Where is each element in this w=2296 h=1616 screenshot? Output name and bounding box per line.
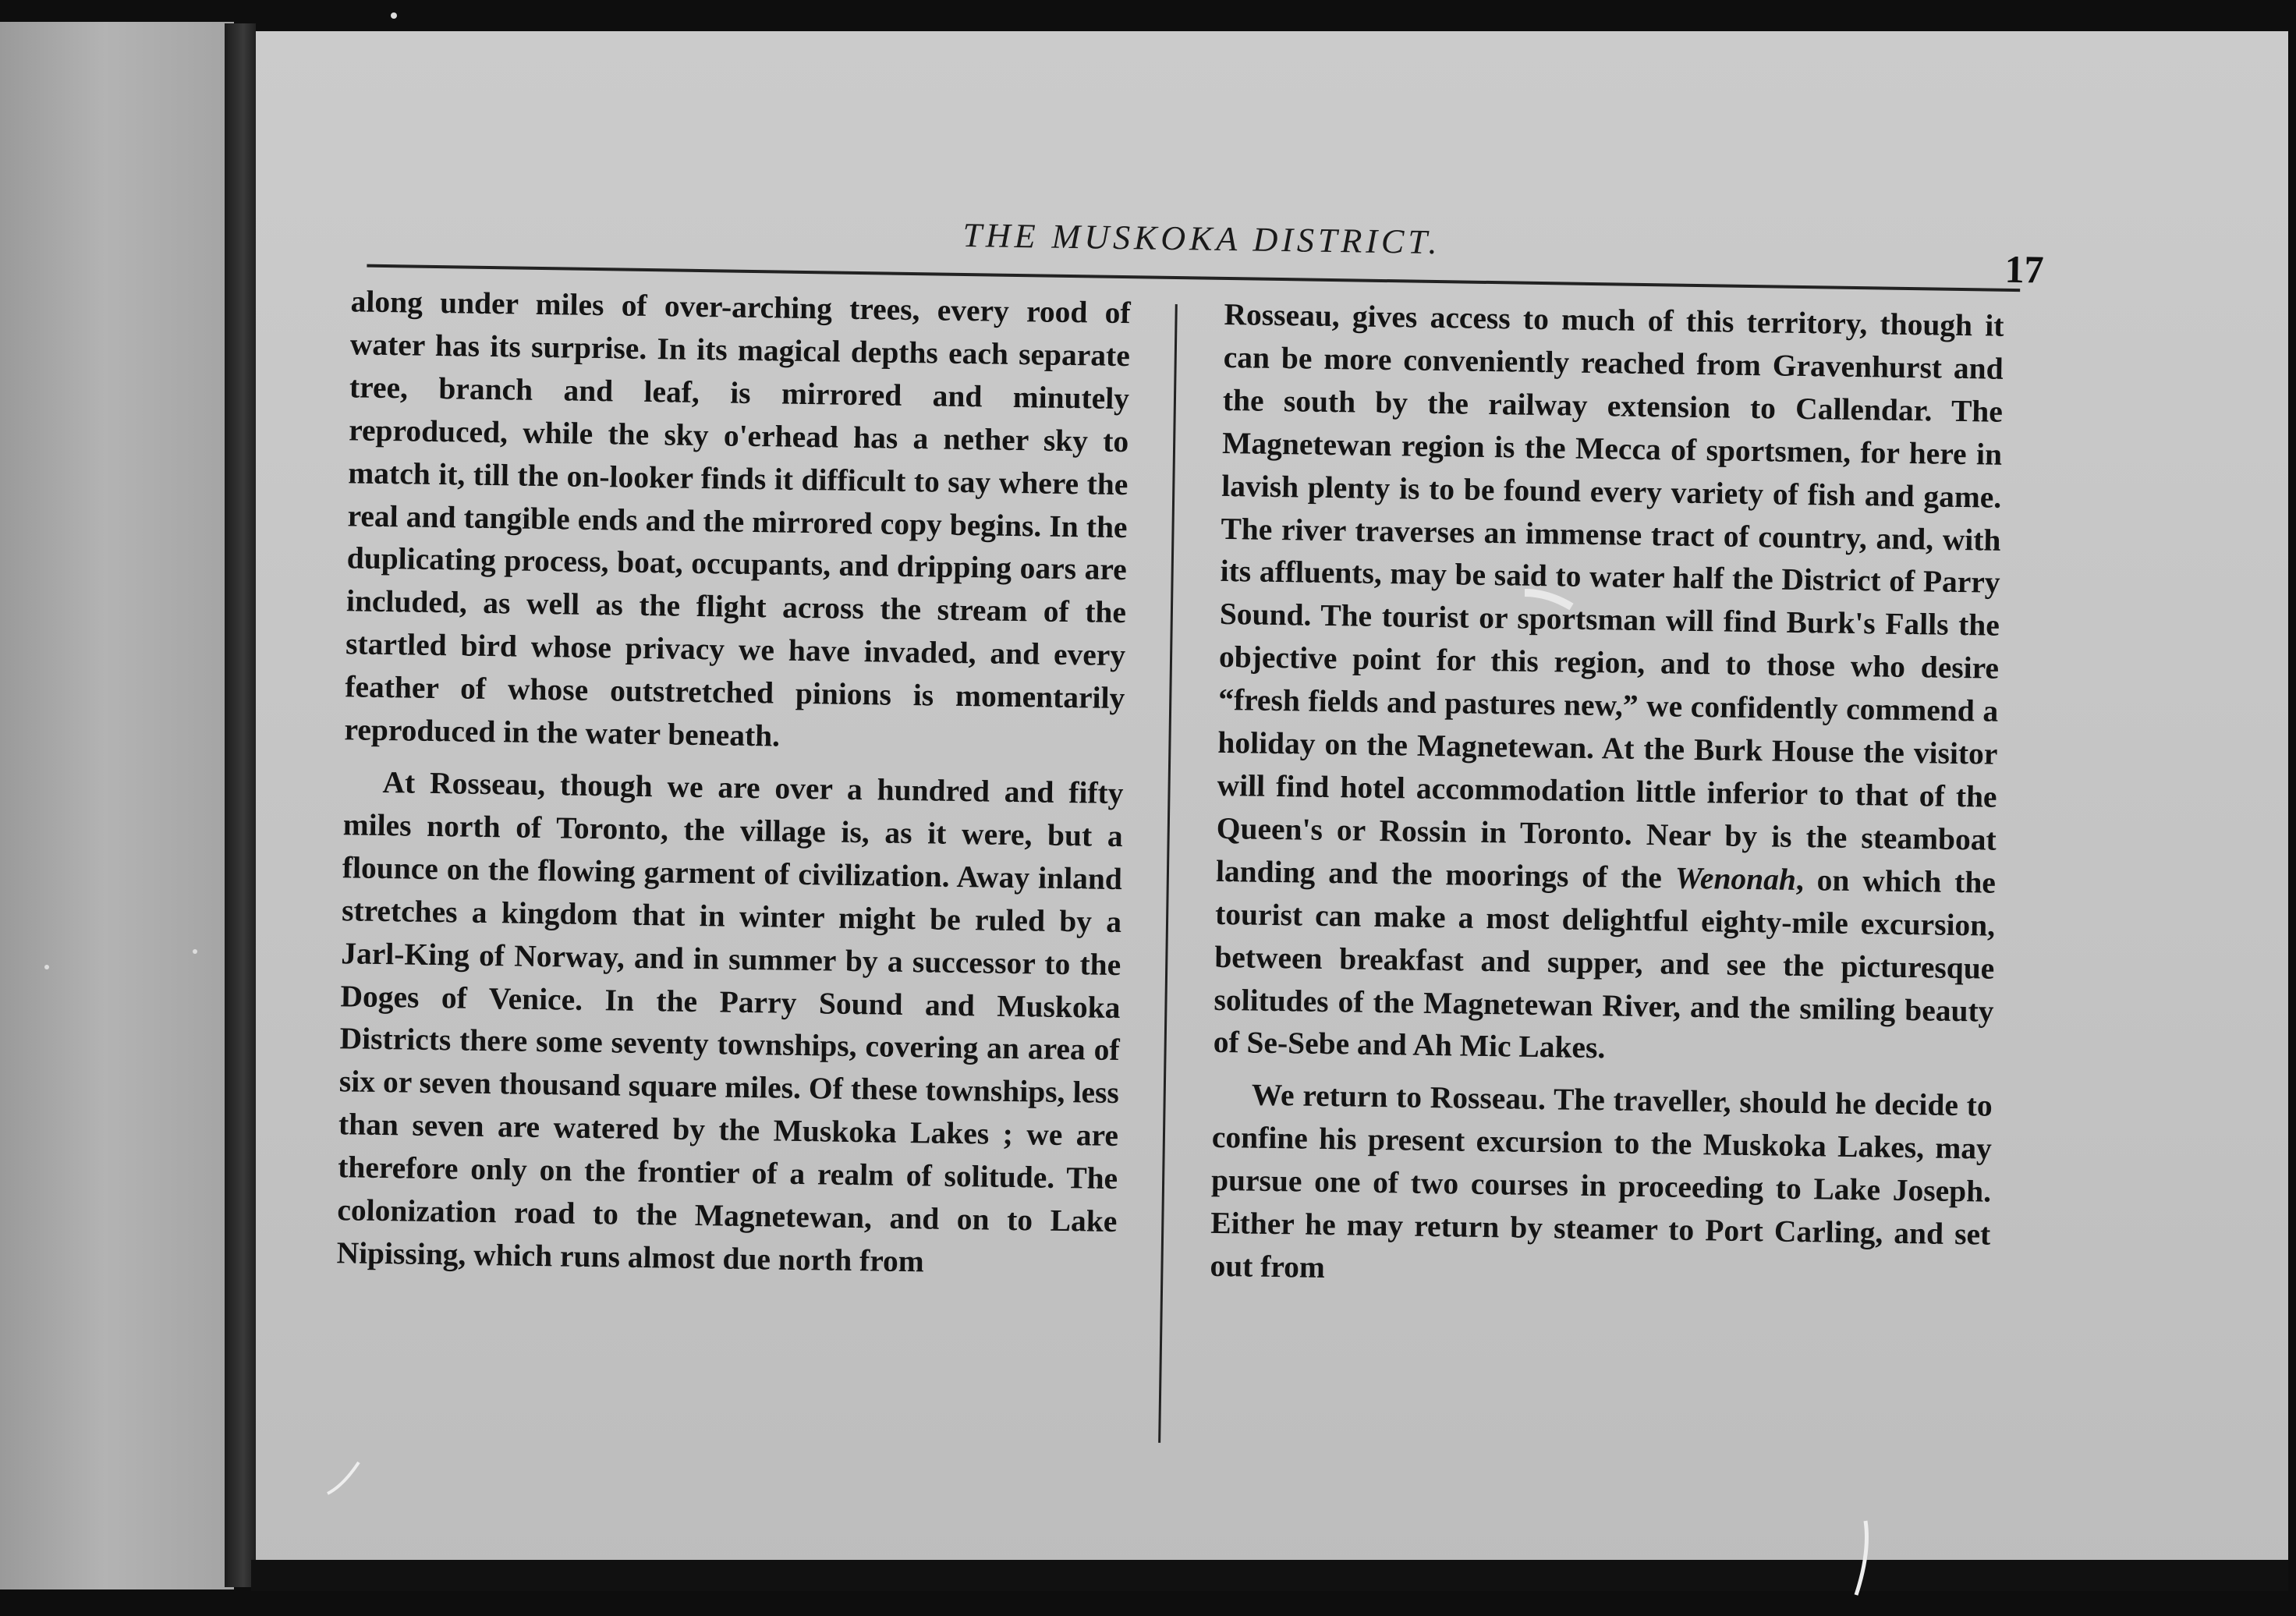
vessel-name: Wenonah	[1674, 860, 1797, 897]
running-head: THE MUSKOKA DISTRICT.	[962, 215, 1441, 262]
right-paragraph-2: We return to Rosseau. The traveller, should he decide to confine his present excursion to the Muskoka Lakes, may pursue one of two courses in proceeding to Lake Joseph. Either he may return by steamer to Port Carling, and set out from	[1210, 1077, 1993, 1285]
left-paragraph-1: along under miles of over-arching trees, every rood of water has its surprise. In its magical depths each separate tree, branch and leaf, is mirrored and minutely reproduced, while the sky o'erhead has a nether sky to match it, till the on-looker finds it difficult to say where the real and tangible ends and the mirrored copy begins. In the duplicating process, boat, occupants, and dripping oars are included, as well as the flight across the stream of the startled bird whose privacy we have invaded, and every feather of whose outstretched pinions is momentarily reproduced in the water beneath.	[344, 284, 1131, 753]
right-paragraph-1-text-b: , on which the tourist can make a most delightful eighty-mile excursion, between breakfast and supper, and see the picturesque solitudes of the Magnetewan River, and the smiling beauty of Se-Sebe and Ah Mic Lakes.	[1213, 862, 1997, 1065]
page-number: 17	[2004, 246, 2044, 292]
right-paragraph-1-text-a: Rosseau, gives access to much of this territory, though it can be more conveniently reached from Gravenhurst and the south by the railway extension to Callendar. The Magnetewan region is the Mecca of sportsmen, for here in lavish plenty is to be found every variety of fish and game. The river traverses an immense tract of country, and, with its affluents, may be said to water half the District of Parry Sound. The tourist or sportsman will find Burk's Falls the objective point for this region, and to those who desire “fresh fields and pastures new,” we confidently commend a holiday on the Magnetewan. At the Burk House the visitor will find hotel accommodation little inferior to that of the Queen's or Rossin in Toronto. Near by is the steamboat landing and the moorings of the	[1215, 296, 2004, 895]
left-paragraph-2: At Rosseau, though we are over a hundred and fifty miles north of Toronto, the village is, as it were, but a flounce on the flowing garment of civilization. Away inland stretches a kingdom that in winter might be ruled by a Jarl-King of Norway, and in summer by a successor to the Doges of Venice. In the Parry Sound and Muskoka Districts there some seventy townships, covering an area of six or seven thousand square miles. Of these townships, less than seven are watered by the Muskoka Lakes ; we are therefore only on the frontier of a realm of solitude. The colonization road to the Magnetewan, and on to Lake Nipissing, which runs almost due north from	[336, 764, 1124, 1279]
